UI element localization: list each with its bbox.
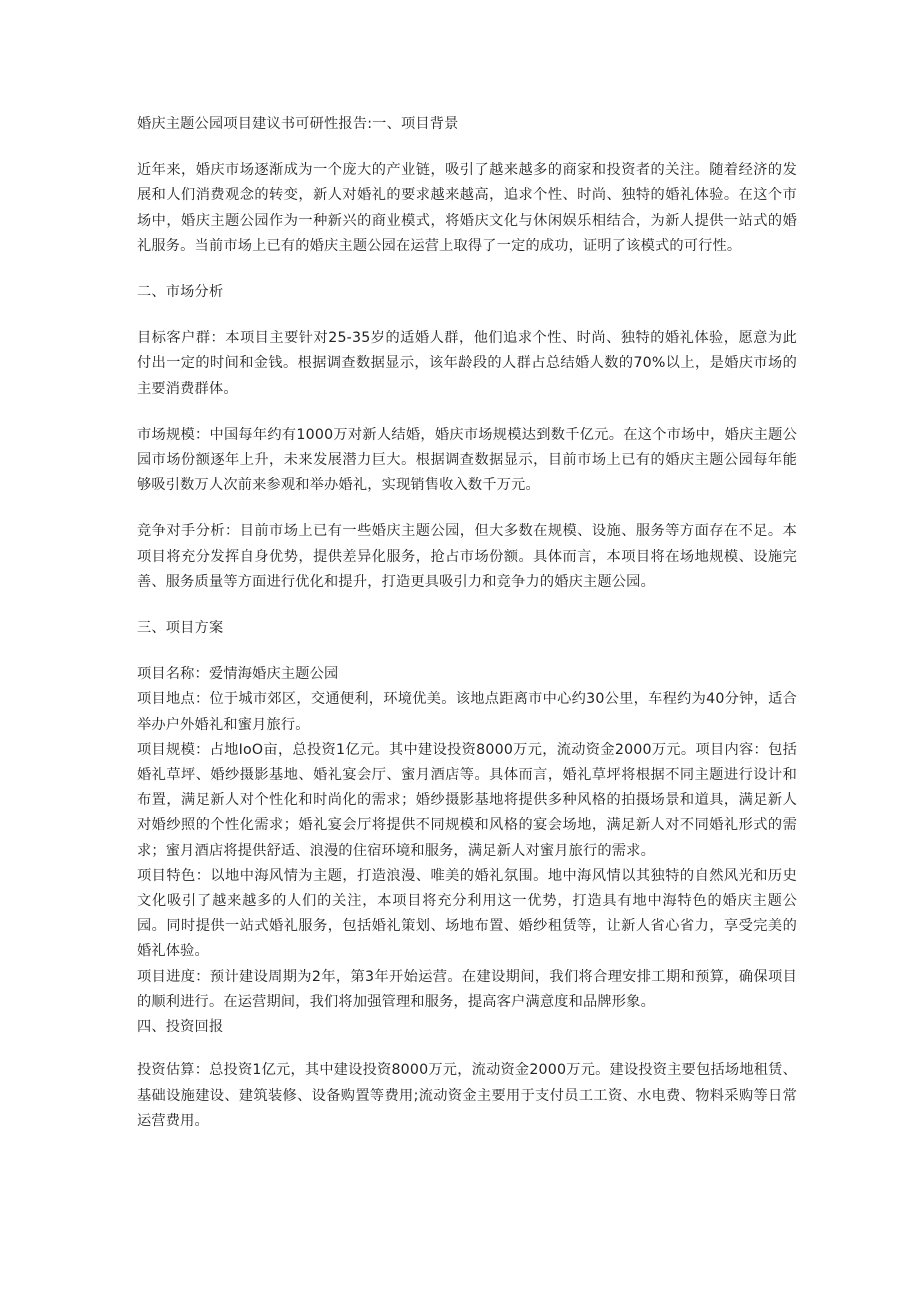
investment-estimate-paragraph: 投资估算：总投资1亿元，其中建设投资8000万元，流动资金2000万元。建设投资主要包括场地租赁、基础设施建设、建筑装修、设备购置等费用;流动资金主要用于支付员工工资、水电费、物料采购等日常运营费用。 [137,1062,797,1129]
project-name-paragraph: 项目名称：爱情海婚庆主题公园 [137,666,339,683]
document-page [137,112,797,1134]
section-heading-market-analysis: 二、市场分析 [137,284,224,301]
background-paragraph: 近年来，婚庆市场逐渐成为一个庞大的产业链，吸引了越来越多的商家和投资者的关注。随着经济的发展和人们消费观念的转变，新人对婚礼的要求越来越高，追求个性、时尚、独特的婚礼体验。在这个市场中，婚庆主题公园作为一种新兴的商业模式，将婚庆文化与休闲娱乐相结合，为新人提供一站式的婚礼服务。当前市场上已有的婚庆主题公园在运营上取得了一定的成功，证明了该模式的可行性。 [137,162,797,254]
section-heading-project-plan: 三、项目方案 [137,620,224,637]
market-size-paragraph: 市场规模：中国每年约有1000万对新人结婚，婚庆市场规模达到数千亿元。在这个市场中，婚庆主题公园市场份额逐年上升，未来发展潜力巨大。根据调查数据显示，目前市场上已有的婚庆主题公园每年能够吸引数万人次前来参观和举办婚礼，实现销售收入数千万元。 [137,426,797,494]
project-scale-paragraph: 项目规模：占地IoO亩，总投资1亿元。其中建设投资8000万元，流动资金2000万元。项目内容：包括婚礼草坪、婚纱摄影基地、婚礼宴会厅、蜜月酒店等。具体而言，婚礼草坪将根据不同主题进行设计和布置，满足新人对个性化和时尚化的需求；婚纱摄影基地将提供多种风格的拍摄场景和道具，满足新人对婚纱照的个性化需求；婚礼宴会厅将提供不同规模和风格的宴会场地，满足新人对不同婚礼形式的需求；蜜月酒店将提供舒适、浪漫的住宿环境和服务，满足新人对蜜月旅行的需求。 [137,741,797,859]
project-progress-paragraph: 项目进度：预计建设周期为2年，第3年开始运营。在建设期间，我们将合理安排工期和预算，确保项目的顺利进行。在运营期间，我们将加强管理和服务，提高客户满意度和品牌形象。 [137,968,797,1010]
target-customers-paragraph: 目标客户群：本项目主要针对25-35岁的适婚人群，他们追求个性、时尚、独特的婚礼体验，愿意为此付出一定的时间和金钱。根据调查数据显示，该年龄段的人群占总结婚人数的70%以上，是婚庆市场的主要消费群体。 [137,330,797,397]
competitor-analysis-paragraph: 竞争对手分析：目前市场上已有一些婚庆主题公园，但大多数在规模、设施、服务等方面存在不足。本项目将充分发挥自身优势，提供差异化服务，抢占市场份额。具体而言，本项目将在场地规模、设施完善、服务质量等方面进行优化和提升，打造更具吸引力和竞争力的婚庆主题公园。 [137,523,797,590]
document-title: 婚庆主题公园项目建议书可研性报告:一、项目背景 [137,116,459,132]
project-features-paragraph: 项目特色：以地中海风情为主题，打造浪漫、唯美的婚礼氛围。地中海风情以其独特的自然风光和历史文化吸引了越来越多的人们的关注，本项目将充分利用这一优势，打造具有地中海特色的婚庆主题公园。同时提供一站式婚礼服务，包括婚礼策划、场地布置、婚纱租赁等，让新人省心省力，享受完美的婚礼体验。 [137,867,797,960]
project-location-paragraph: 项目地点：位于城市郊区，交通便利，环境优美。该地点距离市中心约30公里，车程约为40分钟，适合举办户外婚礼和蜜月旅行。 [137,691,797,733]
section-heading-investment-return: 四、投资回报 [137,1019,224,1036]
